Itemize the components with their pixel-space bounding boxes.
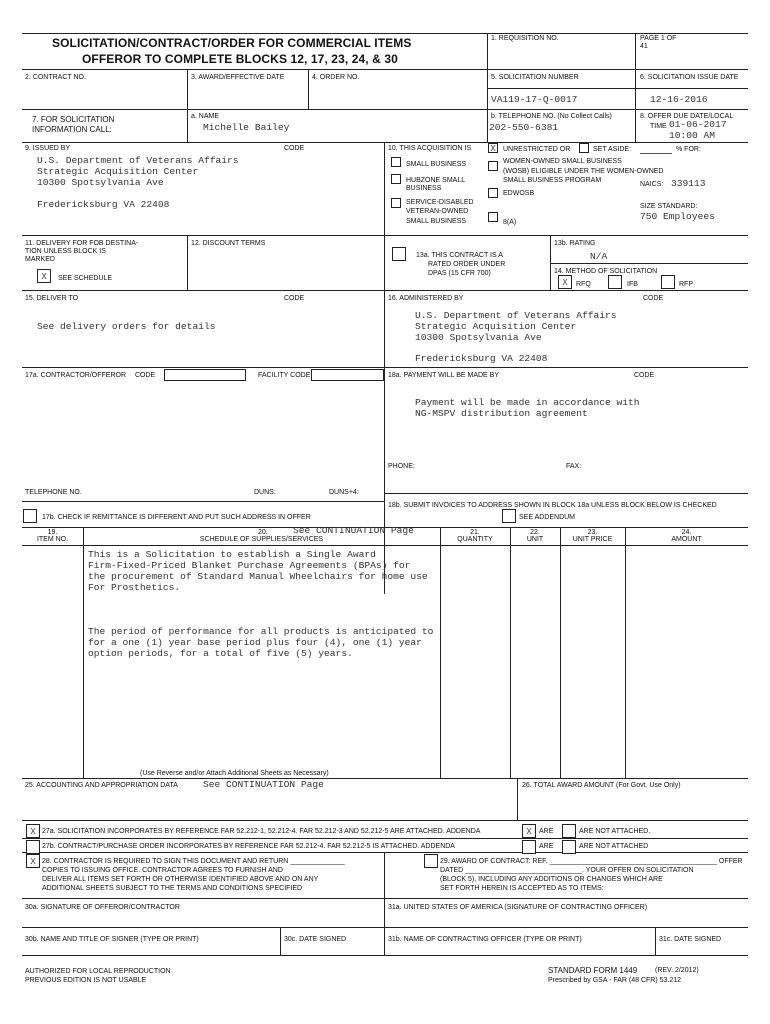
col-23-number: 23. [587,529,598,536]
form-subtitle: OFFEROR TO COMPLETE BLOCKS 12, 17, 23, 24, & 30 [82,52,398,66]
col-amount-header: AMOUNT [671,536,702,543]
page-label: PAGE 1 OF [640,35,677,42]
small-business-label: SMALL BUSINESS [406,161,467,168]
clause-27a-not-attached-label: ARE NOT ATTACHED. [579,828,651,835]
solicitation-date-label: 6. SOLICITATION ISSUE DATE [640,74,739,81]
solicitation-date-value: 12-16-2016 [650,94,708,105]
small-business-checkbox[interactable] [391,157,401,167]
payment-code-label: CODE [634,372,655,379]
schedule-continuation-note: See CONTINUATION Page [293,525,414,536]
clause-27a-are-checkbox[interactable]: X [522,824,536,838]
form-number: STANDARD FORM 1449 [548,966,638,975]
facility-code-label: FACILITY CODE [258,372,311,379]
phone-label: PHONE: [388,463,415,470]
schedule-text-line: For Prosthetics. [88,582,181,593]
col-22-number: 22. [530,529,540,536]
see-addendum-checkbox[interactable] [502,509,516,523]
reverse-note: (Use Reverse and/or Attach Additional Sheets as Necessary) [140,770,329,777]
contact-name: Michelle Bailey [203,122,290,133]
ifb-checkbox[interactable] [608,275,622,289]
rfq-label: RFQ [576,281,591,288]
administered-code-label: CODE [643,295,664,302]
clause-28-line: DELIVER ALL ITEMS SET FORTH OR OTHERWISE IDENTIFIED ABOVE AND ON ANY [42,876,319,883]
hubzone-label-2: BUSINESS [406,185,442,192]
clause-29-line: (BLOCK 5), INCLUDING ANY ADDITIONS OR CHANGES WHICH ARE [440,876,663,883]
issued-line1: U.S. Department of Veterans Affairs [37,155,239,166]
hubzone-checkbox[interactable] [391,174,401,184]
duns-plus-label: DUNS+4: [329,489,359,496]
info-call-label: INFORMATION CALL: [32,125,112,134]
rated-order-checkbox[interactable] [392,247,406,261]
contractor-label: 17a. CONTRACTOR/OFFEROR [25,372,126,379]
rfp-checkbox[interactable] [661,275,675,289]
clause-28-line: 28. CONTRACTOR IS REQUIRED TO SIGN THIS DOCUMENT AND RETURN ______________ [42,858,345,865]
clause-27a-checkbox[interactable]: X [26,824,40,838]
deliver-code-label: CODE [284,295,305,302]
due-date-value: 01-06-2017 [669,119,727,130]
clause-29-line: 29. AWARD OF CONTRACT: REF. ___________________________________________ OFFER [440,858,743,865]
total-award-label: 26. TOTAL AWARD AMOUNT (For Govt. Use Only) [522,782,681,789]
signer-name-label: 30b. NAME AND TITLE OF SIGNER (TYPE OR PRINT) [25,936,199,943]
clause-27a-are-label: ARE [539,828,554,835]
clause-29-checkbox[interactable] [424,854,438,868]
admin-line4: Fredericksburg VA 22408 [415,353,548,364]
sdvosb-label-1: SERVICE-DISABLED [406,199,474,206]
wosb-label-2: (WOSB) ELIGIBLE UNDER THE WOMEN-OWNED [503,168,664,175]
col-item-no-header: ITEM NO. [36,536,69,543]
setaside-checkbox[interactable] [579,143,589,153]
schedule-text-line: The period of performance for all products is anticipated to [88,626,434,637]
clause-27b-not-attached-label: ARE NOT ATTACHED [579,843,649,850]
eight-a-label: 8(A) [503,219,517,226]
sdvosb-checkbox[interactable] [391,198,401,208]
accounting-label: 25. ACCOUNTING AND APPROPRIATION DATA [25,782,178,789]
wosb-checkbox[interactable] [488,161,498,171]
col-quantity-header: QUANTITY [457,536,493,543]
clause-27a-not-attached-checkbox[interactable] [562,824,576,838]
ifb-label: IFB [627,281,638,288]
percent-for-label: % FOR: [676,146,701,153]
col-20-number: 20. [258,529,268,536]
edwosb-label: EDWOSB [503,190,535,197]
method-label: 14. METHOD OF SOLICITATION [554,268,658,275]
hubzone-label-1: HUBZONE SMALL [406,177,466,184]
col-24-number: 24. [681,529,692,536]
clause-27b-not-attached-checkbox[interactable] [562,840,576,854]
duns-label: DUNS: [254,489,276,496]
time-label: TIME [650,123,667,130]
size-standard-value: 750 Employees [640,211,715,222]
award-date-label: 3. AWARD/EFFECTIVE DATE [191,74,285,81]
submit-invoices-label: 18b. SUBMIT INVOICES TO ADDRESS SHOWN IN BLOCK 18a UNLESS BLOCK BELOW IS CHECKED [388,502,717,509]
col-schedule-header: SCHEDULE OF SUPPLIES/SERVICES [199,536,324,543]
administered-by-label: 16. ADMINISTERED BY [388,295,464,302]
officer-name-label: 31b. NAME OF CONTRACTING OFFICER (TYPE OR PRINT) [388,936,582,943]
name-label: a. NAME [191,113,220,120]
remittance-label: 17b. CHECK IF REMITTANCE IS DIFFERENT AND PUT SUCH ADDRESS IN OFFER [42,514,311,521]
contract-no-label: 2. CONTRACT NO. [25,74,86,81]
see-schedule-label: SEE SCHEDULE [58,275,113,282]
rated-label-3: DPAS (15 CFR 700) [428,270,491,277]
see-addendum-label: SEE ADDENDUM [519,514,576,521]
payment-line1: Payment will be made in accordance with [415,397,640,408]
admin-line1: U.S. Department of Veterans Affairs [415,310,617,321]
requisition-label: 1. REQUISITION NO. [491,35,559,42]
clause-29-line: DATED ______________________________. YOUR OFFER ON SOLICITATION [440,867,694,874]
col-unit-price-header: UNIT PRICE [572,536,613,543]
rfq-checkbox[interactable]: X [558,275,572,289]
schedule-text-line: option periods, for a total of five (5) years. [88,648,353,659]
form-revision: (REV. 2/2012) [655,967,699,974]
setaside-label: SET ASIDE: [593,146,631,153]
clause-28-checkbox[interactable]: X [26,854,40,868]
unrestricted-label: UNRESTRICTED OR [503,146,571,153]
order-no-label: 4. ORDER NO. [312,74,360,81]
issued-code-label: CODE [284,145,305,152]
rating-label: 13b. RATING [554,240,596,247]
rated-label-2: RATED ORDER UNDER [428,261,506,268]
deliver-to-label: 15. DELIVER TO [25,295,79,302]
clause-29-line: SET FORTH HEREIN IS ACCEPTED AS TO ITEMS: [440,885,604,892]
clause-27b-are-checkbox[interactable] [522,840,536,854]
col-21-number: 21. [470,529,480,536]
wosb-label-3: SMALL BUSINESS PROGRAM [503,177,602,184]
wosb-label-1: WOMEN-OWNED SMALL BUSINESS [503,158,622,165]
sdvosb-label-3: SMALL BUSINESS [406,218,467,225]
eight-a-checkbox[interactable] [488,212,498,222]
clause-28-line: COPIES TO ISSUING OFFICE. CONTRACTOR AGREES TO FURNISH AND [42,867,283,874]
discount-terms-label: 12. DISCOUNT TERMS [191,240,266,247]
accounting-value: See CONTINUATION Page [203,779,324,790]
size-standard-label: SIZE STANDARD: [640,203,698,210]
due-date-label: 8. OFFER DUE DATE/LOCAL [640,113,734,120]
see-schedule-checkbox[interactable]: X [37,269,51,283]
rfp-label: RFP [679,281,693,288]
prescribed-note: Prescribed by GSA - FAR (48 CFR) 53.212 [548,977,682,984]
issued-line4: Fredericksburg VA 22408 [37,199,170,210]
authorized-note: AUTHORIZED FOR LOCAL REPRODUCTION [25,968,171,975]
due-time-value: 10:00 AM [669,130,716,141]
col-unit-header: UNIT [526,536,544,543]
telephone-label: b. TELEPHONE NO. (No Collect Calls) [491,113,612,120]
deliver-to-value: See delivery orders for details [37,321,216,332]
clause-28-line: ADDITIONAL SHEETS SUBJECT TO THE TERMS AND CONDITIONS SPECIFIED [42,885,303,892]
fax-label: FAX: [566,463,582,470]
issued-line2: Strategic Acquisition Center [37,166,199,177]
page-total: 41 [640,43,648,50]
col-19-number: 19. [47,529,58,536]
schedule-text-line: This is a Solicitation to establish a Single Award [88,549,376,560]
sdvosb-label-2: VETERAN-OWNED [406,208,469,215]
naics-label: NAICS: [640,181,664,188]
remittance-checkbox[interactable] [23,509,37,523]
schedule-text-line: the procurement of Standard Manual Wheelchairs for home use [88,571,428,582]
solicitation-number-label: 5. SOLICITATION NUMBER [491,74,579,81]
signature-officer-label: 31a. UNITED STATES OF AMERICA (SIGNATURE OF CONTRACTING OFFICER) [388,904,648,911]
schedule-text-line: Firm-Fixed-Priced Blanket Purchase Agreements (BPAs) for [88,560,411,571]
clause-27b-checkbox[interactable] [26,840,40,854]
previous-edition-note: PREVIOUS EDITION IS NOT USABLE [25,977,147,984]
for-solicitation-label: 7. FOR SOLICITATION [32,115,115,124]
issued-by-label: 9. ISSUED BY [25,145,71,152]
signer-date-label: 30c. DATE SIGNED [284,936,347,943]
payment-label: 18a. PAYMENT WILL BE MADE BY [388,372,499,379]
clause-27b-are-label: ARE [539,843,554,850]
fob-label-3: MARKED [25,256,55,263]
schedule-text-line: for a one (1) year base period plus four (4), one (1) year [88,637,422,648]
form-title: SOLICITATION/CONTRACT/ORDER FOR COMMERCIAL ITEMS [52,36,412,50]
signature-offeror-label: 30a. SIGNATURE OF OFFEROR/CONTRACTOR [25,904,180,911]
clause-27b-label: 27b. CONTRACT/PURCHASE ORDER INCORPORATES BY REFERENCE FAR 52.212-4. FAR 52.212-5 IS ATTACHED. ADDENDA [42,843,455,850]
admin-line3: 10300 Spotsylvania Ave [415,332,542,343]
officer-date-label: 31c. DATE SIGNED [659,936,722,943]
fob-label-1: 11. DELIVERY FOR FOB DESTINA- [25,240,139,247]
rating-value: N/A [590,251,608,262]
acquisition-label: 10. THIS ACQUISITION IS [388,145,472,152]
contractor-code-label: CODE [135,372,156,379]
unrestricted-checkbox[interactable]: X [488,143,498,153]
payment-line2: NG-MSPV distribution agreement [415,408,588,419]
clause-27a-label: 27a. SOLICITATION INCORPORATES BY REFERENCE FAR 52.212-1, 52.212-4. FAR 52.212-3 AND 52.212-5 ARE ATTACHED. ADDENDA [42,828,481,835]
telephone-value: 202-550-6381 [489,122,559,133]
contractor-telephone-label: TELEPHONE NO. [25,489,82,496]
admin-line2: Strategic Acquisition Center [415,321,577,332]
naics-value: 339113 [671,178,706,189]
fob-label-2: TION UNLESS BLOCK IS [25,248,106,255]
rated-label-1: 13a. THIS CONTRACT IS A [416,252,503,259]
edwosb-checkbox[interactable] [488,188,498,198]
issued-line3: 10300 Spotsylvania Ave [37,177,164,188]
solicitation-number-value: VA119-17-Q-0017 [491,94,578,105]
